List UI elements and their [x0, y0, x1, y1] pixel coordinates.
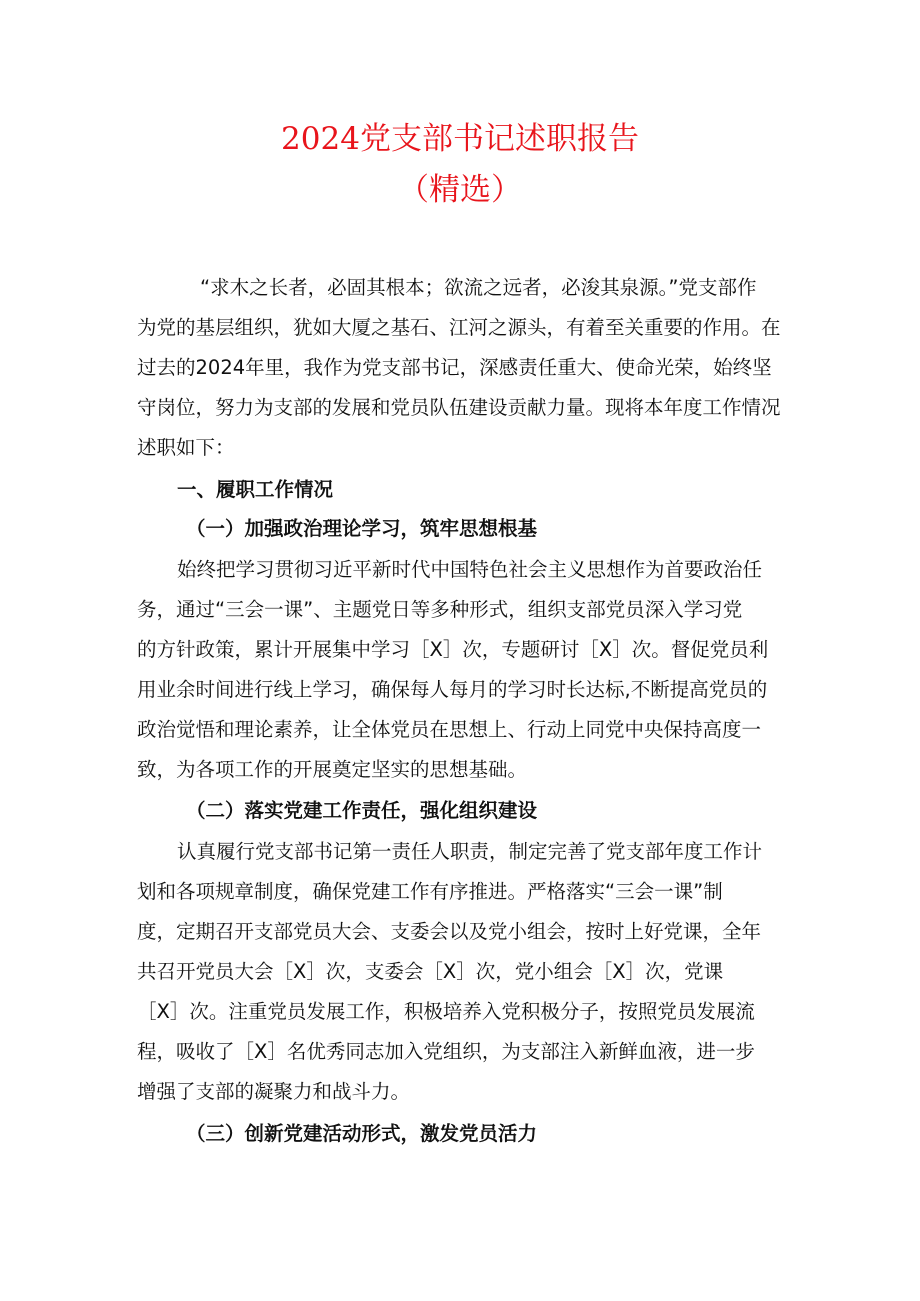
sub1-line-5: 政治觉悟和理论素养，让全体党员在思想上、行动上同党中央保持高度一	[137, 718, 762, 741]
section-heading-1: 一、履职工作情况	[177, 478, 334, 501]
sub2-line-3: 度，定期召开支部党员大会、支委会以及党小组会，按时上好党课，全年	[137, 920, 762, 943]
intro-line-5: 述职如下：	[137, 436, 235, 459]
sub2-line-2: 划和各项规章制度，确保党建工作有序推进。严格落实“三会一课”制	[137, 880, 723, 903]
sub2-line-7: 增强了支部的凝聚力和战斗力。	[137, 1080, 411, 1103]
subsection-heading-2: （二）落实党建工作责任，强化组织建设	[186, 799, 538, 822]
subsection-heading-3: （三）创新党建活动形式，激发党员活力	[186, 1122, 538, 1145]
sub1-line-3: 的方针政策，累计开展集中学习［X］次，专题研讨［X］次。督促党员利	[137, 638, 769, 661]
sub1-line-2: 务，通过“三会一课”、主题党日等多种形式，组织支部党员深入学习党	[137, 598, 743, 621]
sub1-line-1: 始终把学习贯彻习近平新时代中国特色社会主义思想作为首要政治任	[177, 558, 763, 581]
sub1-line-6: 致，为各项工作的开展奠定坚实的思想基础。	[137, 758, 528, 781]
sub2-line-1: 认真履行党支部书记第一责任人职责，制定完善了党支部年度工作计	[177, 840, 763, 863]
intro-line-1: “求木之长者，必固其根本；欲流之远者，必浚其泉源。”党支部作	[200, 276, 757, 299]
sub2-line-6: 程，吸收了［X］名优秀同志加入党组织，为支部注入新鲜血液，进一步	[137, 1040, 755, 1063]
subsection-heading-1: （一）加强政治理论学习，筑牢思想根基	[186, 517, 538, 540]
sub2-line-4: 共召开党员大会［X］次，支委会［X］次，党小组会［X］次，党课	[137, 960, 724, 983]
document-subtitle: （精选）	[398, 172, 522, 208]
intro-line-2: 为党的基层组织，犹如大厦之基石、江河之源头，有着至关重要的作用。在	[137, 316, 781, 339]
intro-line-4: 守岗位，努力为支部的发展和党员队伍建设贡献力量。现将本年度工作情况	[137, 396, 781, 419]
document-title: 2024党支部书记述职报告	[281, 121, 639, 157]
sub1-line-4: 用业余时间进行线上学习，确保每人每月的学习时长达标,不断提高党员的	[137, 678, 768, 701]
intro-line-3: 过去的2024年里，我作为党支部书记，深感责任重大、使命光荣，始终坚	[137, 356, 772, 379]
sub2-line-5: ［X］次。注重党员发展工作，积极培养入党积极分子，按照党员发展流	[137, 1000, 755, 1023]
